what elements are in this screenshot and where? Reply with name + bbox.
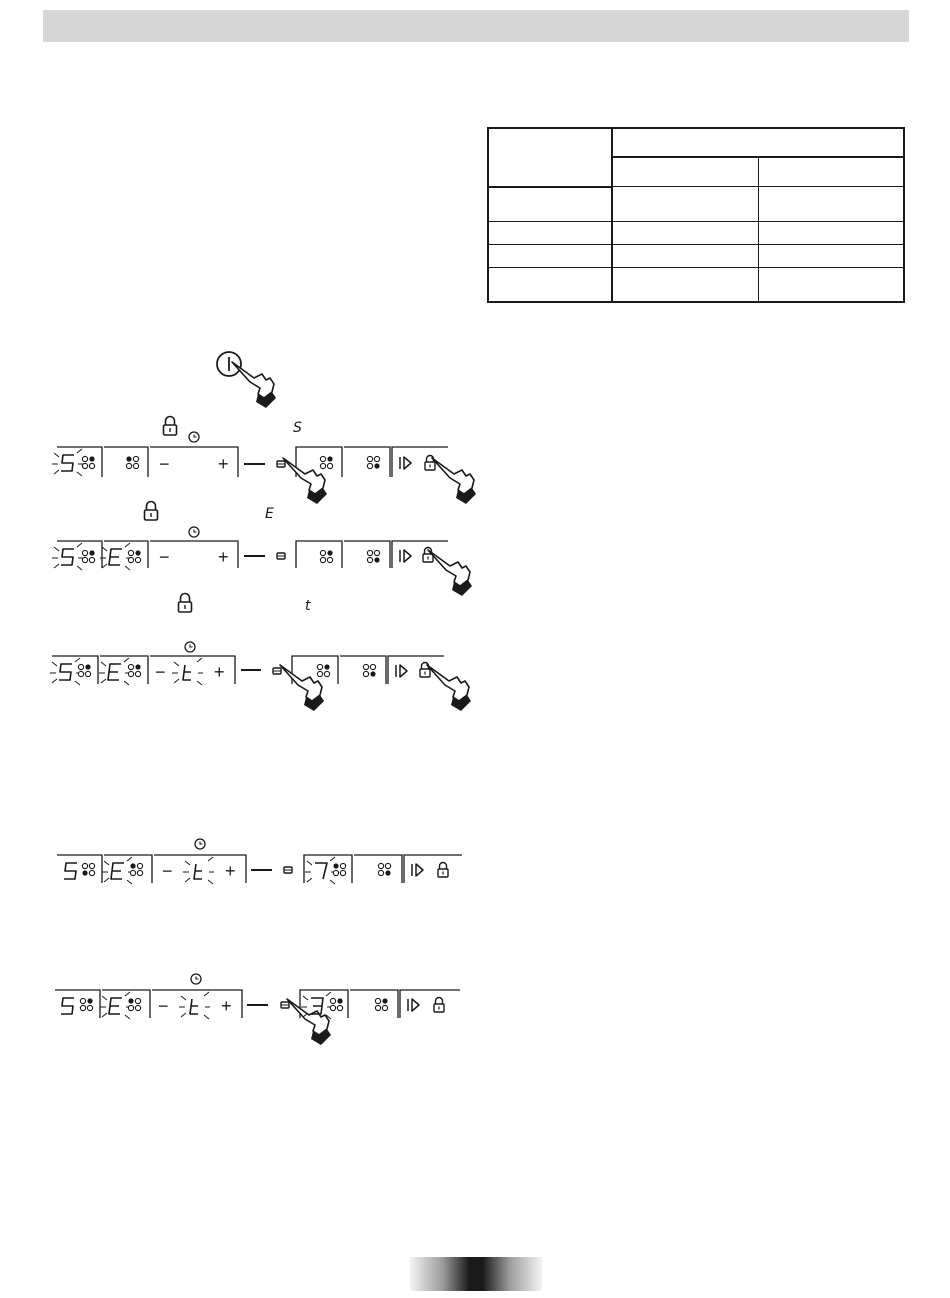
svg-text:+: + [221,996,232,1016]
svg-text:−: − [162,861,173,881]
timer-icon [195,839,205,849]
lock-icon [145,502,158,521]
svg-text:−: − [159,454,170,474]
svg-text:+: + [214,662,225,682]
page-number-tab [410,1257,542,1291]
control-panel-row-5 [55,990,460,1045]
svg-text:−: − [159,547,170,567]
step2-symbol: E [265,506,274,522]
svg-text:−: − [158,996,169,1016]
step1-symbol: S [293,420,302,436]
lock-icon [179,594,192,613]
control-panel-row-4 [57,855,462,884]
timer-icon [191,974,201,984]
lock-icon [164,417,177,436]
power-button-icon [217,352,241,376]
control-panel-row-1 [52,432,476,504]
control-panel-row-2 [52,541,472,596]
svg-text:+: + [225,861,236,881]
step3-symbol: t [305,598,311,614]
timer-icon [185,642,195,652]
control-panel-row-3 [50,656,471,711]
svg-text:+: + [218,454,229,474]
hand-pointer-icon [232,362,276,408]
svg-text:−: − [155,662,166,682]
timer-icon [189,527,199,537]
svg-text:+: + [218,547,229,567]
